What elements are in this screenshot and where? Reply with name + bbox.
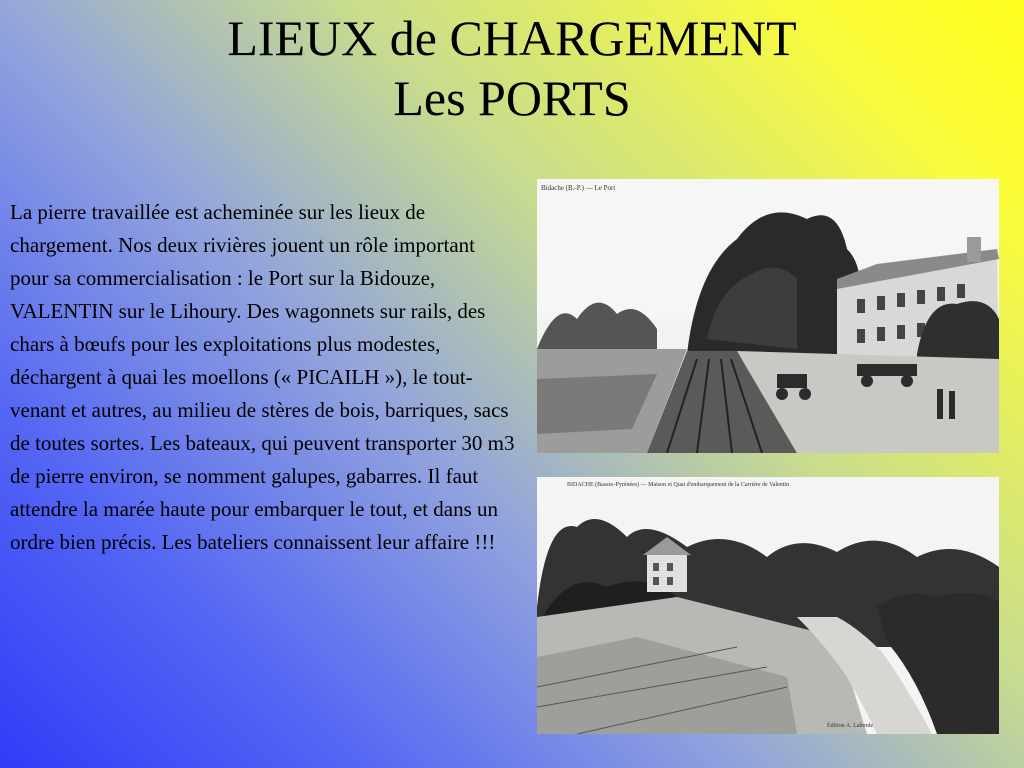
quay-photo — [537, 477, 999, 734]
body-paragraph: La pierre travaillée est acheminée sur les lieux de chargement. Nos deux rivières jouent un rôle important pour sa commercialisation : le Port sur la Bidouze, VALENTIN sur le Lihoury. Des wagonnets sur rails, des chars à bœufs pour les exploitations plus modestes, déchargent à quai les moellons (« PICAILH »), le tout-venant et autres, au milieu de stères de bois, barriques, sacs de toutes sortes. Les bateaux, qui peuvent transporter 30 m3 de pierre environ, se nomment galupes, gabarres. Il faut attendre la marée haute pour embarquer le tout, et dans un ordre bien précis. Les bateliers connaissent leur affaire !!! — [10, 200, 515, 554]
title-line-1: LIEUX de CHARGEMENT — [227, 10, 797, 66]
quay-photo-caption: BIDACHE (Basses-Pyrénées) — Maison et Quai d'embarquement de la Carrière de Valentin — [567, 482, 790, 488]
title-line-2: Les PORTS — [393, 70, 631, 126]
port-photo-image — [537, 179, 999, 453]
slide-title — [0, 8, 1024, 128]
port-photo-caption: Bidache (B.-P.) — Le Port — [541, 184, 616, 192]
quay-photo-credit: Édition A. Laborde — [827, 723, 874, 729]
port-photo — [537, 179, 999, 453]
quay-photo-image — [537, 477, 999, 734]
